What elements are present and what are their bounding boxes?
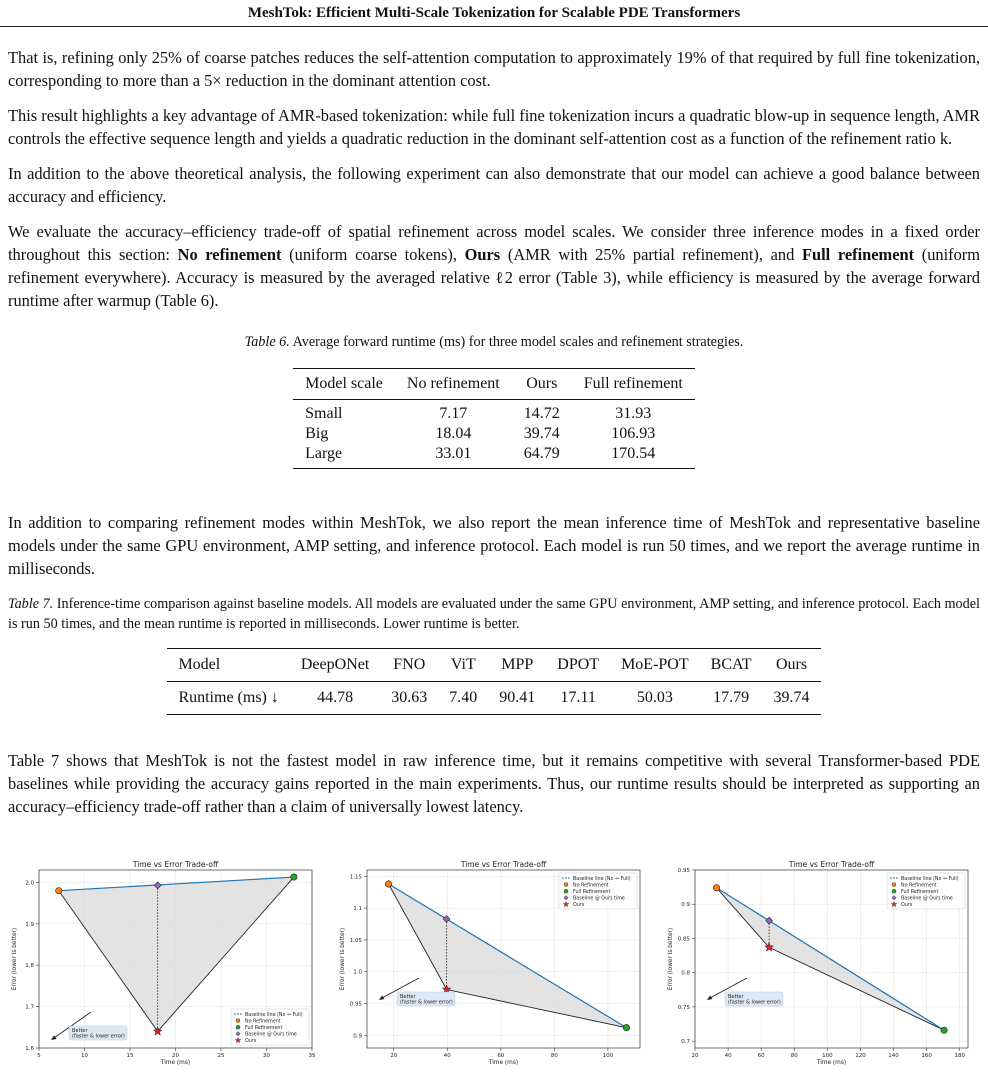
table-cell: 90.41 <box>488 682 546 715</box>
x-tick-label: 40 <box>724 1053 732 1059</box>
table-cell: 64.79 <box>512 444 572 469</box>
paragraph-runtime-discussion: Table 7 shows that MeshTok is not the fastest model in raw inference time, but it remains competitive with several Transformer-based PDE baselines while providing the accuracy gains reported in the main experiments. Thus, our runtime results should be interpreted as supporting an accuracy–efficiency trade-off rather than a claim of universally lowest latency. <box>8 751 980 816</box>
table-cell: 7.40 <box>438 682 488 715</box>
legend-label: Baseline @ Ours time <box>901 896 953 902</box>
table7-header-row <box>167 649 820 682</box>
better-annotation-text: Better <box>400 994 416 1000</box>
legend-label: Baseline line (No ↔ Full) <box>245 1012 303 1018</box>
legend-label: No Refinement <box>573 883 609 889</box>
table-cell: 44.78 <box>290 682 380 715</box>
better-annotation-subtext: (faster & lower error) <box>72 1033 125 1040</box>
tradeoff-region <box>59 877 294 1031</box>
table7-col-header: BCAT <box>700 649 763 682</box>
chart-title: Time vs Error Trade-off <box>788 860 875 869</box>
x-axis-label: Time (ms) <box>160 1060 191 1066</box>
paragraph-attention-reduction: That is, refining only 25% of coarse patches reduces the self-attention computation to approximately 19% of that required by full fine tokenization, corresponding to more than a 5× reduction in the dominant attention cost. <box>8 48 980 90</box>
table-cell: 17.79 <box>700 682 763 715</box>
x-tick-label: 80 <box>550 1053 558 1059</box>
table-cell: 170.54 <box>572 444 695 469</box>
legend-label: Ours <box>901 903 913 909</box>
table-cell: Big <box>305 425 329 442</box>
y-tick-label: 0.8 <box>681 970 690 977</box>
y-tick-label: 1.7 <box>25 1004 34 1011</box>
y-tick-label: 0.75 <box>677 1004 690 1011</box>
y-tick-label: 0.85 <box>677 936 690 943</box>
x-tick-label: 35 <box>308 1053 316 1059</box>
table6-col-header: Full refinement <box>572 369 695 400</box>
table7-inference-time <box>167 648 820 715</box>
x-axis-label: Time (ms) <box>816 1060 847 1066</box>
y-tick-label: 1.15 <box>349 874 362 881</box>
table7-col-header: FNO <box>380 649 438 682</box>
running-header <box>0 0 988 27</box>
x-tick-label: 100 <box>602 1053 614 1059</box>
y-axis-label: Error (lower is better) <box>12 927 18 991</box>
legend-label: Ours <box>245 1039 257 1045</box>
paragraph-theory-followup: In addition to the above theoretical analysis, the following experiment can also demonstrate that our model can achieve a good balance between accuracy and efficiency. <box>8 164 980 206</box>
legend-circle-marker <box>892 883 896 887</box>
x-tick-label: 140 <box>888 1053 899 1059</box>
term-full-refinement: Full refinement <box>801 245 915 264</box>
table7-col-header: MoE-POT <box>610 649 700 682</box>
paper-title: MeshTok: Efficient Multi-Scale Tokenization for Scalable PDE Transformers <box>247 5 741 21</box>
tradeoff-figures <box>0 858 988 1077</box>
x-tick-label: 20 <box>390 1053 398 1059</box>
y-tick-label: 1.1 <box>353 906 362 913</box>
x-tick-label: 25 <box>217 1053 225 1059</box>
better-annotation-subtext: (faster & lower error) <box>400 999 453 1006</box>
y-tick-label: 2.0 <box>25 880 34 887</box>
legend-label: Baseline @ Ours time <box>573 896 625 902</box>
y-tick-label: 0.95 <box>349 1001 362 1008</box>
x-tick-label: 30 <box>263 1053 270 1059</box>
table6-col-header: No refinement <box>395 369 512 400</box>
x-tick-label: 120 <box>855 1053 866 1059</box>
better-arrowhead <box>379 995 385 1000</box>
table6-caption: Table 6. Average forward runtime (ms) for three model scales and refinement strategies. <box>244 334 744 350</box>
table-row <box>167 682 820 715</box>
table-cell: 17.11 <box>546 682 610 715</box>
y-tick-label: 1.0 <box>353 969 362 976</box>
legend-label: Ours <box>573 903 585 909</box>
table-cell: 18.04 <box>435 425 472 442</box>
legend-label: No Refinement <box>245 1019 281 1025</box>
x-tick-label: 60 <box>757 1053 765 1059</box>
table-cell: 39.74 <box>763 682 821 715</box>
x-tick-label: 40 <box>443 1053 451 1059</box>
x-tick-label: 15 <box>126 1053 134 1059</box>
table7-col-header: Ours <box>763 649 821 682</box>
y-tick-label: 0.9 <box>353 1033 362 1040</box>
tradeoff-chart-large <box>662 858 980 1077</box>
legend-circle-marker <box>892 889 896 893</box>
y-tick-label: 1.6 <box>25 1046 34 1052</box>
x-tick-label: 20 <box>691 1053 699 1059</box>
table-cell: 30.63 <box>380 682 438 715</box>
table-cell: Runtime (ms) ↓ <box>167 682 289 715</box>
better-arrowhead <box>707 995 713 1000</box>
legend-label: Full Refinement <box>573 890 611 895</box>
term-no-refinement: No refinement <box>177 245 282 264</box>
x-tick-label: 20 <box>172 1053 179 1059</box>
table-cell: 50.03 <box>610 682 700 715</box>
table6-col-header: Model scale <box>293 369 395 400</box>
y-tick-label: 0.9 <box>681 902 690 909</box>
x-axis-label: Time (ms) <box>488 1060 519 1066</box>
chart-title: Time vs Error Trade-off <box>132 860 219 869</box>
full-refinement-point <box>941 1027 947 1033</box>
table6-col-header: Ours <box>512 369 572 400</box>
table7-col-header: DeepONet <box>290 649 380 682</box>
table-cell: 31.93 <box>615 405 652 422</box>
legend-circle-marker <box>564 889 568 893</box>
table-cell: Large <box>293 444 395 469</box>
legend-label: Full Refinement <box>901 890 939 895</box>
x-tick-label: 180 <box>954 1053 965 1059</box>
legend-label: No Refinement <box>901 883 937 889</box>
better-annotation-subtext: (faster & lower error) <box>728 999 781 1006</box>
tradeoff-chart-big <box>334 858 652 1077</box>
table-cell: 106.93 <box>611 425 656 442</box>
table-row <box>293 400 695 425</box>
table-cell: 7.17 <box>439 405 468 422</box>
x-tick-label: 60 <box>497 1053 505 1059</box>
better-annotation-text: Better <box>728 994 744 1000</box>
legend-circle-marker <box>236 1025 240 1029</box>
term-ours: Ours <box>464 245 501 264</box>
table6-label: Table 6. <box>244 334 290 350</box>
no-refinement-point <box>385 881 391 887</box>
legend-circle-marker <box>236 1019 240 1023</box>
table6-header-row <box>293 369 695 400</box>
y-tick-label: 1.05 <box>349 937 362 944</box>
paragraph-amr-advantage: This result highlights a key advantage of AMR-based tokenization: while full fine tokenization incurs a quadratic blow-up in sequence length, AMR controls the effective sequence length and yields a quadratic reduction in the dominant self-attention cost as a function of the refinement ratio k. <box>8 106 980 148</box>
y-axis-label: Error (lower is better) <box>668 927 674 991</box>
x-tick-label: 100 <box>822 1053 833 1059</box>
y-tick-label: 0.7 <box>681 1039 690 1046</box>
table-cell: 33.01 <box>395 444 512 469</box>
legend-label: Baseline line (No ↔ Full) <box>573 876 631 882</box>
no-refinement-point <box>56 887 62 893</box>
page-content <box>8 46 980 830</box>
paragraph-baseline-comparison: In addition to comparing refinement modes within MeshTok, we also report the mean inference time of MeshTok and representative baseline models under the same GPU environment, AMP setting, and inference protocol. Each model is run 50 times, and we report the average runtime in milliseconds. <box>8 513 980 578</box>
table7-label: Table 7. <box>8 596 54 612</box>
table6-runtime-by-scale <box>293 368 695 469</box>
x-tick-label: 10 <box>81 1053 88 1059</box>
paragraph-evaluation-setup: We evaluate the accuracy–efficiency trade-off of spatial refinement across model scales. We consider three inference modes in a fixed order throughout this section: No refinement (uniform coarse tokens), Ours (AMR with 25% partial refinement), and Full refinement (uniform refinement everywhere). Accuracy is measured by the averaged relative ℓ2 error (Table 3), while efficiency is measured by the average forward runtime after warmup (Table 6). <box>8 222 980 310</box>
legend-label: Baseline @ Ours time <box>245 1032 297 1038</box>
legend-label: Baseline line (No ↔ Full) <box>901 876 959 882</box>
x-tick-label: 80 <box>790 1053 798 1059</box>
legend-label: Full Refinement <box>245 1026 283 1031</box>
x-tick-label: 160 <box>921 1053 932 1059</box>
better-arrowhead <box>51 1035 57 1040</box>
table-row <box>293 444 695 469</box>
table-cell: 14.72 <box>523 405 560 422</box>
y-tick-label: 1.9 <box>25 921 34 928</box>
tradeoff-chart-small <box>6 858 324 1077</box>
x-tick-label: 5 <box>37 1053 41 1059</box>
full-refinement-point <box>623 1024 629 1030</box>
table7-col-header: ViT <box>438 649 488 682</box>
y-tick-label: 0.95 <box>677 868 690 874</box>
chart-title: Time vs Error Trade-off <box>460 860 547 869</box>
table7-caption: Table 7. Inference-time comparison against baseline models. All models are evaluated under the same GPU environment, AMP setting, and inference protocol. Each model is run 50 times, and the mean runtime is reported in milliseconds. Lower runtime is better. <box>8 596 980 632</box>
full-refinement-point <box>291 874 297 880</box>
y-tick-label: 1.8 <box>25 963 34 970</box>
table7-col-header: DPOT <box>546 649 610 682</box>
table-cell: 39.74 <box>523 425 560 442</box>
y-axis-label: Error (lower is better) <box>340 927 346 991</box>
better-annotation-text: Better <box>72 1028 88 1034</box>
table-cell: Small <box>305 405 343 422</box>
table7-col-header: MPP <box>488 649 546 682</box>
table-row <box>293 424 695 444</box>
no-refinement-point <box>713 885 719 891</box>
table7-col-header: Model <box>167 649 289 682</box>
legend-circle-marker <box>564 883 568 887</box>
